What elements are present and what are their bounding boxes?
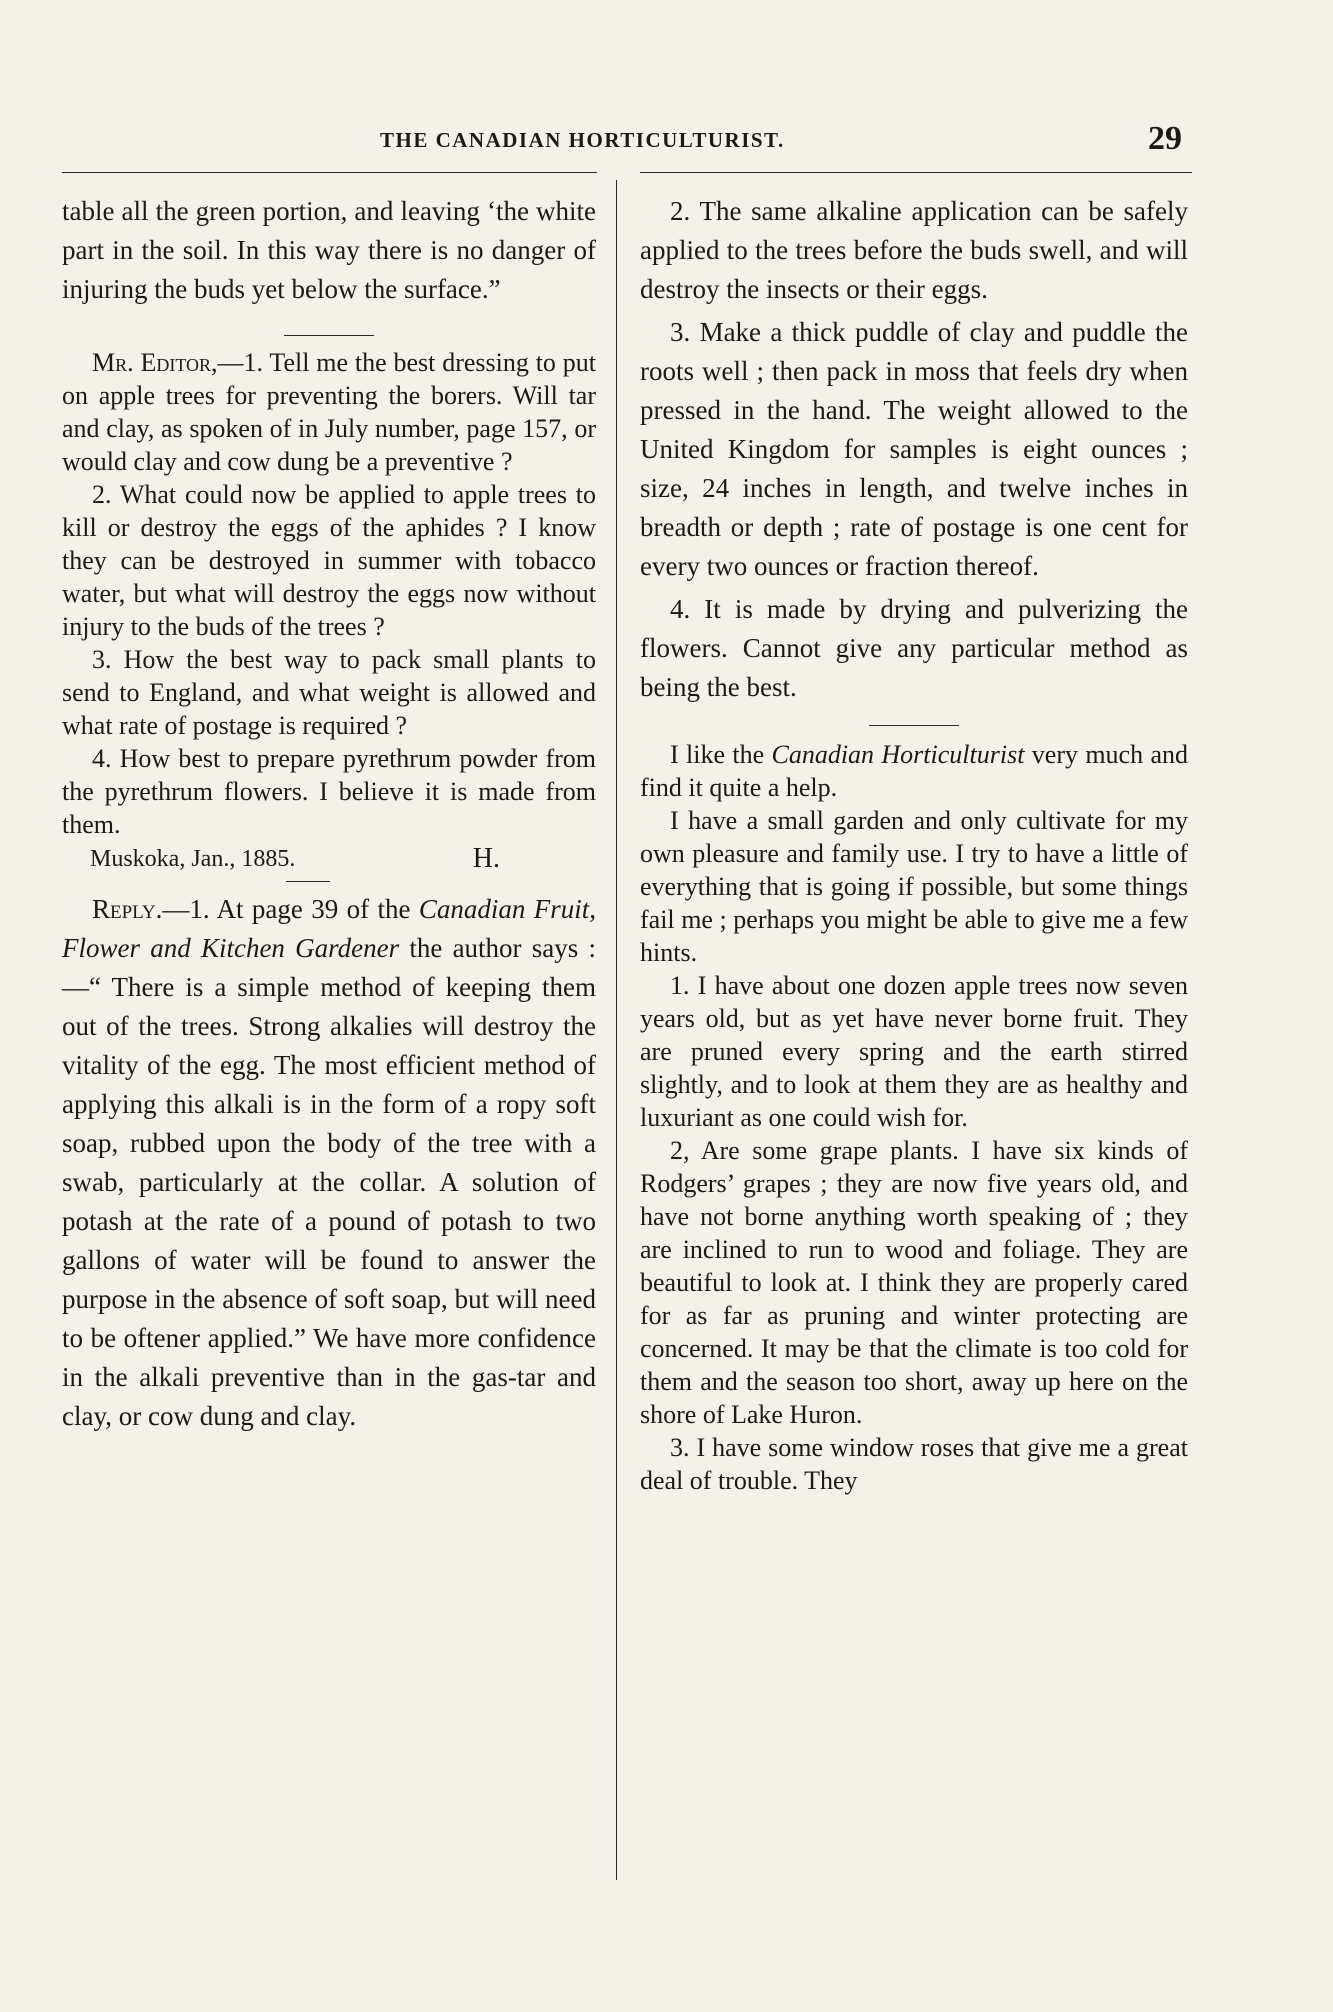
- letter2-intro: I like the Canadian Horticulturist very much and find it quite a help.: [640, 740, 1188, 802]
- letter2-paragraph-1: I have a small garden and only cultivate for my own pleasure and family use. I try to have a little of everything that is going if possible, but some things fail me ; perhaps you might be able to give me a few hints.: [640, 806, 1188, 967]
- header-rule-right: [640, 172, 1192, 173]
- signature-initial: H.: [472, 843, 500, 874]
- letter-signature: [62, 841, 596, 877]
- section-rule: [869, 725, 959, 726]
- reader-letter: [62, 346, 596, 877]
- letter-question-1: Mr. Editor,—1. Tell me the best dressing to put on apple trees for preventing the borers. Will tar and clay, as spoken of in July number, page 157, or would clay and cow dung be a preventive ?: [62, 348, 596, 476]
- reply-4: 4. It is made by drying and pulverizing the flowers. Cannot give any particular method as being the best.: [640, 594, 1188, 702]
- left-column: [62, 192, 596, 1436]
- letter2-paragraph-2: 1. I have about one dozen apple trees now seven years old, but as yet have never borne fruit. They are pruned every spring and the earth stirred slightly, and to look at them they are as healthy and luxuriant as one could wish for.: [640, 971, 1188, 1132]
- running-head: THE CANADIAN HORTICULTURIST.: [380, 128, 785, 152]
- editor-reply: Reply.—1. At page 39 of the Canadian Fruit, Flower and Kitchen Gardener the author says :—“ There is a simple method of keeping them out of the trees. Strong alkalies will destroy the vitality of the egg. The most efficient method of applying this alkali is in the form of a ropy soft soap, rubbed upon the body of the tree with a swab, particularly at the collar. A solution of potash at the rate of a pound of potash to two gallons of water will be found to answer the purpose in the absence of soft soap, but will need to be oftener applied.” We have more confidence in the alkali preventive than in the gas-tar and clay, or cow dung and clay.: [62, 894, 597, 1431]
- reply-3: 3. Make a thick puddle of clay and puddle the roots well ; then pack in moss that feels dry when pressed in the hand. The weight allowed to the United Kingdom for samples is eight ounces ; size, 24 inches in length, and twelve inches in breadth or depth ; rate of postage is one cent for every two ounces or fraction thereof.: [640, 317, 1188, 581]
- page-number: 29: [1148, 120, 1182, 157]
- reply-2: 2. The same alkaline application can be safely applied to the trees before the buds swell, and will destroy the insects or their eggs.: [640, 196, 1188, 304]
- section-rule: [286, 881, 330, 882]
- salutation: Mr. Editor,: [92, 348, 218, 377]
- section-rule: [284, 335, 374, 336]
- letter-question-4: 4. How best to prepare pyrethrum powder from the pyrethrum flowers. I believe it is made from them.: [62, 744, 596, 839]
- place-date: Muskoka, Jan., 1885.: [90, 846, 296, 872]
- header-rule-left: [62, 172, 597, 173]
- letter-question-3: 3. How the best way to pack small plants to send to England, and what weight is allowed and what rate of postage is required ?: [62, 645, 596, 740]
- letter-question-2: 2. What could now be applied to apple trees to kill or destroy the eggs of the aphides ? I know they can be destroyed in summer with tobacco water, but what will destroy the eggs now without injury to the buds of the trees ?: [62, 480, 596, 641]
- letter2-paragraph-3: 2, Are some grape plants. I have six kinds of Rodgers’ grapes ; they are now five years old, and have not borne anything worth speaking of ; they are inclined to run to wood and foliage. They are beautiful to look at. I think they are properly cared for as far as pruning and winter protecting are concerned. It may be that the climate is too cold for them and the season too short, away up here on the shore of Lake Huron.: [640, 1136, 1188, 1429]
- letter2-paragraph-4: 3. I have some window roses that give me a great deal of trouble. They: [640, 1433, 1188, 1495]
- magazine-title: Canadian Horticulturist: [771, 740, 1025, 769]
- continuation-paragraph: table all the green portion, and leaving ‘the white part in the soil. In this way there is no danger of injuring the buds yet below the surface.”: [62, 196, 596, 304]
- book-title: Canadian Fruit, Flower and Kitchen Gardener: [62, 894, 596, 963]
- second-letter: [640, 738, 1188, 1497]
- column-divider: [616, 180, 617, 1880]
- right-column: [640, 192, 1188, 1497]
